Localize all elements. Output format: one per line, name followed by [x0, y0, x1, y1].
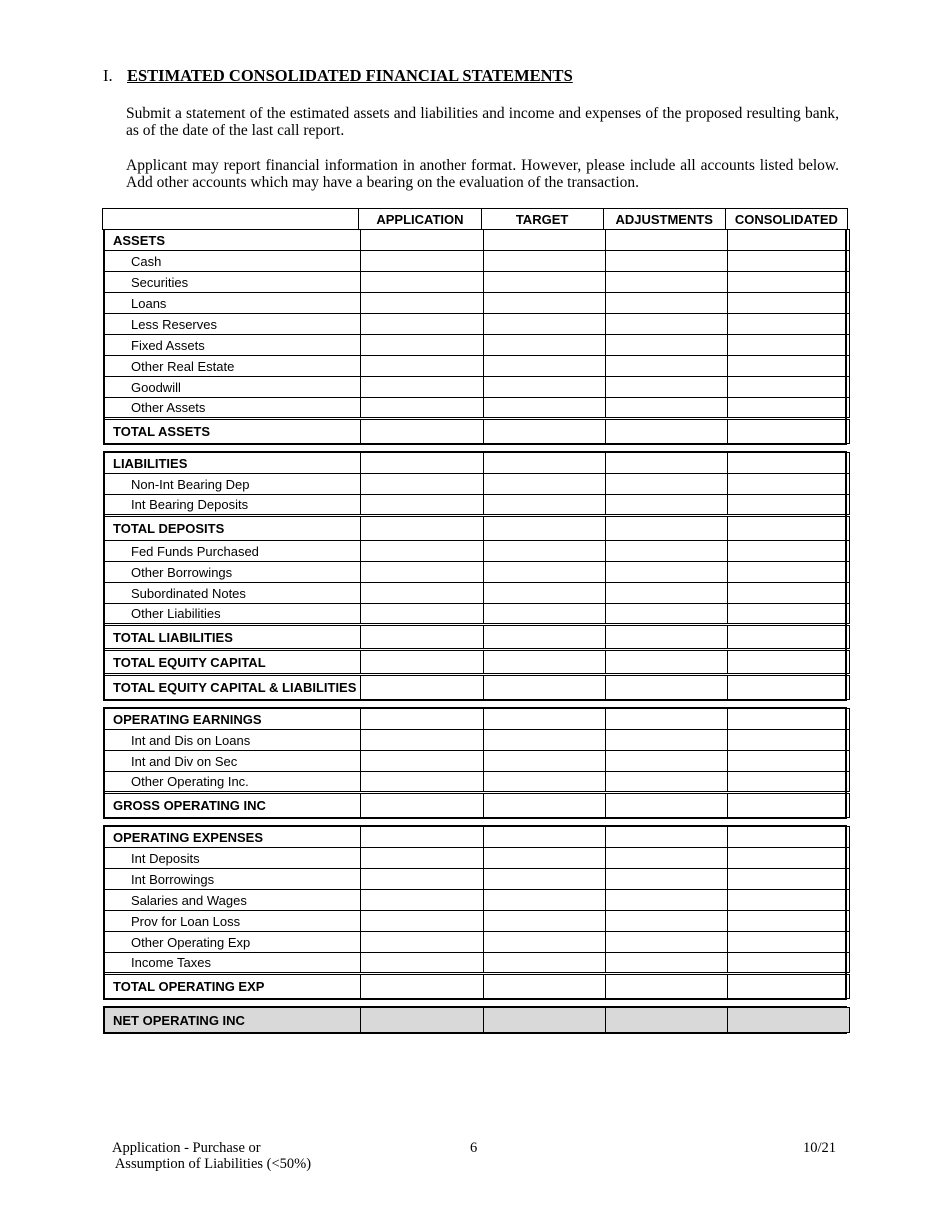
- cell-consolidated[interactable]: [727, 604, 849, 625]
- cell-consolidated[interactable]: [727, 911, 849, 932]
- cell-adjustments[interactable]: [605, 911, 727, 932]
- cell-adjustments[interactable]: [605, 516, 727, 541]
- statement-row: [105, 675, 850, 700]
- cell-adjustments[interactable]: [605, 293, 727, 314]
- footer-page-number: 6: [470, 1140, 478, 1156]
- cell-application[interactable]: [361, 675, 483, 700]
- cell-target[interactable]: [483, 953, 605, 974]
- cell-application[interactable]: [361, 583, 483, 604]
- cell-target[interactable]: [483, 675, 605, 700]
- cell-application[interactable]: [361, 230, 483, 251]
- column-header-application: APPLICATION: [359, 209, 481, 230]
- cell-application[interactable]: [361, 709, 483, 730]
- cell-adjustments[interactable]: [605, 751, 727, 772]
- row-label: Income Taxes: [105, 953, 361, 974]
- cell-application[interactable]: [361, 398, 483, 419]
- statement-block: [103, 1006, 847, 1034]
- cell-target[interactable]: [483, 772, 605, 793]
- row-label: Prov for Loan Loss: [105, 911, 361, 932]
- statement-block: [103, 825, 847, 1000]
- cell-target[interactable]: [483, 230, 605, 251]
- statement-block: [103, 229, 847, 445]
- cell-application[interactable]: [361, 541, 483, 562]
- cell-target[interactable]: [483, 335, 605, 356]
- cell-consolidated[interactable]: [727, 230, 849, 251]
- cell-consolidated[interactable]: [727, 890, 849, 911]
- cell-consolidated[interactable]: [727, 772, 849, 793]
- row-label: Subordinated Notes: [105, 583, 361, 604]
- cell-application[interactable]: [361, 419, 483, 444]
- cell-application[interactable]: [361, 377, 483, 398]
- statement-row: [105, 314, 850, 335]
- row-label: Fed Funds Purchased: [105, 541, 361, 562]
- row-label: Fixed Assets: [105, 335, 361, 356]
- label-column-header: [103, 209, 359, 230]
- cell-adjustments[interactable]: [605, 356, 727, 377]
- row-label: TOTAL OPERATING EXP: [105, 974, 361, 999]
- row-label: Int Borrowings: [105, 869, 361, 890]
- section-title: ESTIMATED CONSOLIDATED FINANCIAL STATEMENTS: [127, 66, 573, 85]
- statement-row: [105, 495, 850, 516]
- cell-target[interactable]: [483, 709, 605, 730]
- row-label: Int and Dis on Loans: [105, 730, 361, 751]
- cell-adjustments[interactable]: [605, 495, 727, 516]
- row-label: Non-Int Bearing Dep: [105, 474, 361, 495]
- cell-application[interactable]: [361, 335, 483, 356]
- row-label: Int and Div on Sec: [105, 751, 361, 772]
- cell-target[interactable]: [483, 453, 605, 474]
- cell-consolidated[interactable]: [727, 675, 849, 700]
- cell-consolidated[interactable]: [727, 495, 849, 516]
- footer-form-name: [112, 1140, 311, 1172]
- statement-row: [105, 562, 850, 583]
- cell-application[interactable]: [361, 772, 483, 793]
- cell-application[interactable]: [361, 751, 483, 772]
- cell-adjustments[interactable]: [605, 625, 727, 650]
- cell-application[interactable]: [361, 314, 483, 335]
- cell-consolidated[interactable]: [727, 541, 849, 562]
- statement-row: [105, 953, 850, 974]
- financial-statement-table: [103, 209, 847, 1040]
- cell-consolidated[interactable]: [727, 751, 849, 772]
- statement-row: [105, 848, 850, 869]
- cell-target[interactable]: [483, 356, 605, 377]
- cell-adjustments[interactable]: [605, 377, 727, 398]
- cell-application[interactable]: [361, 953, 483, 974]
- cell-adjustments[interactable]: [605, 848, 727, 869]
- cell-adjustments[interactable]: [605, 562, 727, 583]
- cell-application[interactable]: [361, 562, 483, 583]
- row-label: Other Real Estate: [105, 356, 361, 377]
- statement-row: [105, 272, 850, 293]
- cell-adjustments[interactable]: [605, 251, 727, 272]
- row-label: Other Operating Exp: [105, 932, 361, 953]
- row-label: TOTAL LIABILITIES: [105, 625, 361, 650]
- cell-target[interactable]: [483, 869, 605, 890]
- row-label: Int Deposits: [105, 848, 361, 869]
- cell-adjustments[interactable]: [605, 583, 727, 604]
- cell-adjustments[interactable]: [605, 827, 727, 848]
- row-label: Other Borrowings: [105, 562, 361, 583]
- cell-consolidated[interactable]: [727, 251, 849, 272]
- column-header-row: [103, 209, 848, 230]
- cell-target[interactable]: [483, 604, 605, 625]
- row-label: Salaries and Wages: [105, 890, 361, 911]
- statement-row: [105, 230, 850, 251]
- cell-application[interactable]: [361, 869, 483, 890]
- cell-adjustments[interactable]: [605, 730, 727, 751]
- statement-row: [105, 541, 850, 562]
- statement-block: [103, 707, 847, 819]
- statement-row: [105, 911, 850, 932]
- cell-consolidated[interactable]: [727, 474, 849, 495]
- statement-row: [105, 827, 850, 848]
- cell-adjustments[interactable]: [605, 1008, 727, 1033]
- cell-application[interactable]: [361, 251, 483, 272]
- cell-adjustments[interactable]: [605, 650, 727, 675]
- cell-adjustments[interactable]: [605, 541, 727, 562]
- statement-row: [105, 890, 850, 911]
- cell-application[interactable]: [361, 453, 483, 474]
- row-label: Other Liabilities: [105, 604, 361, 625]
- section-number: I.: [103, 66, 113, 85]
- cell-consolidated[interactable]: [727, 953, 849, 974]
- cell-adjustments[interactable]: [605, 772, 727, 793]
- cell-target[interactable]: [483, 974, 605, 999]
- cell-adjustments[interactable]: [605, 709, 727, 730]
- row-label: TOTAL DEPOSITS: [105, 516, 361, 541]
- cell-consolidated[interactable]: [727, 827, 849, 848]
- instruction-paragraph-2: Applicant may report financial information in another format. However, please include all accounts listed below. Add other accounts which may have a bearing on the evaluation of the transaction.: [126, 157, 839, 191]
- cell-adjustments[interactable]: [605, 272, 727, 293]
- cell-adjustments[interactable]: [605, 314, 727, 335]
- cell-consolidated[interactable]: [727, 272, 849, 293]
- row-label: OPERATING EARNINGS: [105, 709, 361, 730]
- cell-target[interactable]: [483, 474, 605, 495]
- row-label: Cash: [105, 251, 361, 272]
- cell-consolidated[interactable]: [727, 398, 849, 419]
- row-label: GROSS OPERATING INC: [105, 793, 361, 818]
- statement-row: [105, 650, 850, 675]
- statement-row: [105, 293, 850, 314]
- row-label: NET OPERATING INC: [105, 1008, 361, 1033]
- cell-consolidated[interactable]: [727, 314, 849, 335]
- cell-target[interactable]: [483, 827, 605, 848]
- column-header-consolidated: CONSOLIDATED: [725, 209, 847, 230]
- cell-adjustments[interactable]: [605, 453, 727, 474]
- statement-block: [103, 451, 847, 701]
- row-label: TOTAL ASSETS: [105, 419, 361, 444]
- cell-consolidated[interactable]: [727, 377, 849, 398]
- cell-application[interactable]: [361, 604, 483, 625]
- cell-target[interactable]: [483, 793, 605, 818]
- cell-adjustments[interactable]: [605, 869, 727, 890]
- cell-application[interactable]: [361, 474, 483, 495]
- cell-consolidated[interactable]: [727, 793, 849, 818]
- cell-application[interactable]: [361, 625, 483, 650]
- cell-adjustments[interactable]: [605, 890, 727, 911]
- row-label: Securities: [105, 272, 361, 293]
- cell-adjustments[interactable]: [605, 335, 727, 356]
- statement-row: [105, 377, 850, 398]
- row-label: Other Assets: [105, 398, 361, 419]
- statement-row: [105, 772, 850, 793]
- cell-target[interactable]: [483, 1008, 605, 1033]
- cell-adjustments[interactable]: [605, 932, 727, 953]
- row-label: ASSETS: [105, 230, 361, 251]
- cell-adjustments[interactable]: [605, 675, 727, 700]
- row-label: Less Reserves: [105, 314, 361, 335]
- cell-application[interactable]: [361, 848, 483, 869]
- row-label: TOTAL EQUITY CAPITAL: [105, 650, 361, 675]
- row-label: Int Bearing Deposits: [105, 495, 361, 516]
- cell-consolidated[interactable]: [727, 419, 849, 444]
- statement-row: [105, 474, 850, 495]
- cell-target[interactable]: [483, 583, 605, 604]
- statement-row: [105, 730, 850, 751]
- cell-consolidated[interactable]: [727, 335, 849, 356]
- cell-consolidated[interactable]: [727, 974, 849, 999]
- cell-application[interactable]: [361, 272, 483, 293]
- statement-row: [105, 604, 850, 625]
- cell-application[interactable]: [361, 356, 483, 377]
- cell-consolidated[interactable]: [727, 730, 849, 751]
- statement-row: [105, 356, 850, 377]
- column-header-target: TARGET: [481, 209, 603, 230]
- column-header-block: [103, 208, 847, 230]
- cell-target[interactable]: [483, 377, 605, 398]
- instruction-paragraph-1: Submit a statement of the estimated assets and liabilities and income and expenses of the proposed resulting bank, as of the date of the last call report.: [126, 105, 839, 139]
- statement-row: [105, 751, 850, 772]
- statement-row: [105, 583, 850, 604]
- cell-application[interactable]: [361, 495, 483, 516]
- row-label: Other Operating Inc.: [105, 772, 361, 793]
- cell-consolidated[interactable]: [727, 562, 849, 583]
- row-label: LIABILITIES: [105, 453, 361, 474]
- cell-target[interactable]: [483, 398, 605, 419]
- statement-row: [105, 1008, 850, 1033]
- cell-target[interactable]: [483, 293, 605, 314]
- statement-row: [105, 625, 850, 650]
- cell-target[interactable]: [483, 650, 605, 675]
- statement-row: [105, 516, 850, 541]
- column-header-adjustments: ADJUSTMENTS: [603, 209, 725, 230]
- cell-consolidated[interactable]: [727, 650, 849, 675]
- cell-consolidated[interactable]: [727, 516, 849, 541]
- cell-target[interactable]: [483, 911, 605, 932]
- cell-adjustments[interactable]: [605, 230, 727, 251]
- cell-target[interactable]: [483, 932, 605, 953]
- statement-row: [105, 932, 850, 953]
- cell-target[interactable]: [483, 272, 605, 293]
- cell-target[interactable]: [483, 562, 605, 583]
- row-label: Loans: [105, 293, 361, 314]
- statement-row: [105, 453, 850, 474]
- cell-consolidated[interactable]: [727, 709, 849, 730]
- cell-application[interactable]: [361, 650, 483, 675]
- section-heading: [103, 66, 573, 86]
- cell-application[interactable]: [361, 911, 483, 932]
- cell-adjustments[interactable]: [605, 398, 727, 419]
- cell-application[interactable]: [361, 793, 483, 818]
- cell-target[interactable]: [483, 516, 605, 541]
- cell-target[interactable]: [483, 495, 605, 516]
- statement-row: [105, 869, 850, 890]
- row-label: TOTAL EQUITY CAPITAL & LIABILITIES: [105, 675, 361, 700]
- footer-form-name-line1: Application - Purchase or: [112, 1140, 261, 1156]
- cell-application[interactable]: [361, 827, 483, 848]
- statement-row: [105, 398, 850, 419]
- cell-consolidated[interactable]: [727, 625, 849, 650]
- cell-application[interactable]: [361, 932, 483, 953]
- statement-row: [105, 709, 850, 730]
- cell-target[interactable]: [483, 419, 605, 444]
- cell-adjustments[interactable]: [605, 793, 727, 818]
- cell-consolidated[interactable]: [727, 356, 849, 377]
- row-label: Goodwill: [105, 377, 361, 398]
- cell-target[interactable]: [483, 848, 605, 869]
- statement-row: [105, 251, 850, 272]
- statement-row: [105, 974, 850, 999]
- cell-adjustments[interactable]: [605, 474, 727, 495]
- cell-consolidated[interactable]: [727, 293, 849, 314]
- cell-target[interactable]: [483, 251, 605, 272]
- cell-target[interactable]: [483, 730, 605, 751]
- statement-row: [105, 419, 850, 444]
- cell-adjustments[interactable]: [605, 604, 727, 625]
- cell-application[interactable]: [361, 516, 483, 541]
- cell-target[interactable]: [483, 890, 605, 911]
- cell-target[interactable]: [483, 314, 605, 335]
- cell-consolidated[interactable]: [727, 583, 849, 604]
- cell-adjustments[interactable]: [605, 419, 727, 444]
- cell-application[interactable]: [361, 1008, 483, 1033]
- cell-target[interactable]: [483, 625, 605, 650]
- cell-target[interactable]: [483, 541, 605, 562]
- cell-consolidated[interactable]: [727, 453, 849, 474]
- cell-consolidated[interactable]: [727, 1008, 849, 1033]
- statement-row: [105, 335, 850, 356]
- cell-consolidated[interactable]: [727, 869, 849, 890]
- footer-form-name-line2: Assumption of Liabilities (<50%): [112, 1156, 312, 1172]
- statement-row: [105, 793, 850, 818]
- row-label: OPERATING EXPENSES: [105, 827, 361, 848]
- cell-application[interactable]: [361, 293, 483, 314]
- cell-application[interactable]: [361, 890, 483, 911]
- cell-consolidated[interactable]: [727, 932, 849, 953]
- cell-consolidated[interactable]: [727, 848, 849, 869]
- cell-application[interactable]: [361, 730, 483, 751]
- footer-revision-date: 10/21: [803, 1140, 837, 1156]
- cell-target[interactable]: [483, 751, 605, 772]
- cell-adjustments[interactable]: [605, 974, 727, 999]
- cell-adjustments[interactable]: [605, 953, 727, 974]
- cell-application[interactable]: [361, 974, 483, 999]
